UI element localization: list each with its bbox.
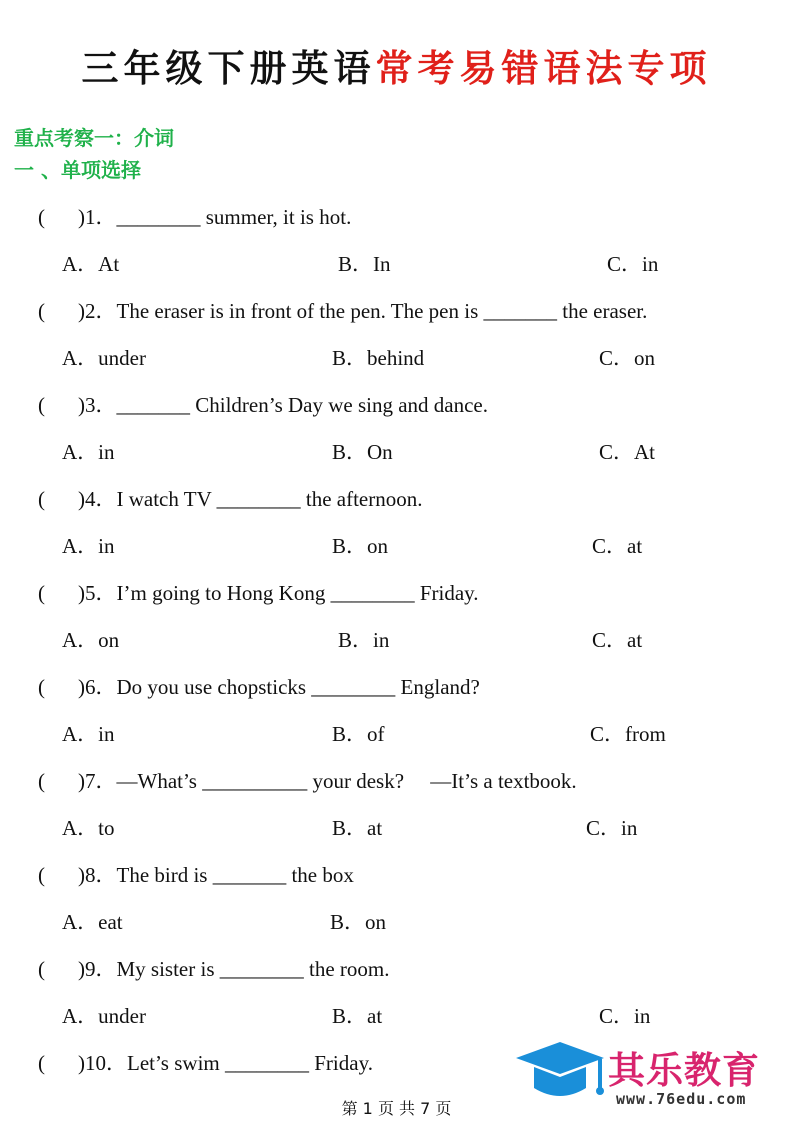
option-a: A．on <box>62 628 120 652</box>
question-text: )10．Let’s swim ________ Friday. <box>78 1051 373 1075</box>
question-text: )4．I watch TV ________ the afternoon. <box>78 487 423 511</box>
question-text: )8．The bird is _______ the box <box>78 863 354 887</box>
watermark-logo <box>512 1036 787 1116</box>
option-b: B．at <box>332 1004 383 1028</box>
option-b: B．of <box>332 722 385 746</box>
answer-paren[interactable]: ( <box>38 863 45 887</box>
option-a: A．in <box>62 534 115 558</box>
option-a: A．to <box>62 816 115 840</box>
title-red: 常考易错语法专项 <box>375 47 712 90</box>
option-b: B．On <box>332 440 393 464</box>
option-b: B．behind <box>332 346 425 370</box>
option-c: C．At <box>599 440 656 464</box>
question-9 <box>38 953 389 983</box>
option-b: B．in <box>338 628 390 652</box>
option-a: A．eat <box>62 910 123 934</box>
watermark-url: www.76edu.com <box>616 1090 747 1108</box>
option-b: B．at <box>332 816 383 840</box>
answer-paren[interactable]: ( <box>38 1051 45 1075</box>
question-8 <box>38 859 354 889</box>
answer-paren[interactable]: ( <box>38 957 45 981</box>
graduation-cap-icon <box>512 1036 608 1116</box>
option-a: A．in <box>62 440 115 464</box>
question-text: )6．Do you use chopsticks ________ England? <box>78 675 480 699</box>
question-7 <box>38 765 577 795</box>
page-footer: 第 1 页 共 7 页 <box>341 1099 452 1118</box>
question-text: )5．I’m going to Hong Kong ________ Friday. <box>78 581 479 605</box>
option-a: A．in <box>62 722 115 746</box>
watermark-name: 其乐教育 <box>608 1049 760 1092</box>
option-a: A．At <box>62 252 120 276</box>
option-b: B．on <box>332 534 389 558</box>
option-c: C．in <box>607 252 659 276</box>
question-text: )1．________ summer, it is hot. <box>78 205 352 229</box>
part-heading: 一 、单项选择 <box>14 158 141 182</box>
question-1 <box>38 201 351 231</box>
question-6 <box>38 671 480 701</box>
answer-paren[interactable]: ( <box>38 299 45 323</box>
question-text: )9．My sister is ________ the room. <box>78 957 390 981</box>
question-5 <box>38 577 479 607</box>
option-c: C．on <box>599 346 656 370</box>
question-text: )3．_______ Children’s Day we sing and dance. <box>78 393 489 417</box>
option-b: B．on <box>330 910 387 934</box>
option-a: A．under <box>62 1004 146 1028</box>
answer-paren[interactable]: ( <box>38 581 45 605</box>
page-title <box>0 38 793 92</box>
answer-paren[interactable]: ( <box>38 675 45 699</box>
answer-paren[interactable]: ( <box>38 393 45 417</box>
question-10 <box>38 1047 373 1077</box>
option-c: C．at <box>592 534 643 558</box>
option-c: C．in <box>599 1004 651 1028</box>
question-4 <box>38 483 422 513</box>
answer-paren[interactable]: ( <box>38 205 45 229</box>
option-c: C．at <box>592 628 643 652</box>
question-3 <box>38 389 488 419</box>
question-2 <box>38 295 647 325</box>
answer-paren[interactable]: ( <box>38 769 45 793</box>
answer-paren[interactable]: ( <box>38 487 45 511</box>
question-text: )7．—What’s __________ your desk? —It’s a textbook. <box>78 769 577 793</box>
question-text: )2．The eraser is in front of the pen. The pen is _______ the eraser. <box>78 299 648 323</box>
option-b: B．In <box>338 252 391 276</box>
option-c: C．in <box>586 816 638 840</box>
option-a: A．under <box>62 346 146 370</box>
title-black: 三年级下册英语 <box>81 47 376 90</box>
option-c: C．from <box>590 722 666 746</box>
section-heading: 重点考察一：介词 <box>14 126 174 150</box>
